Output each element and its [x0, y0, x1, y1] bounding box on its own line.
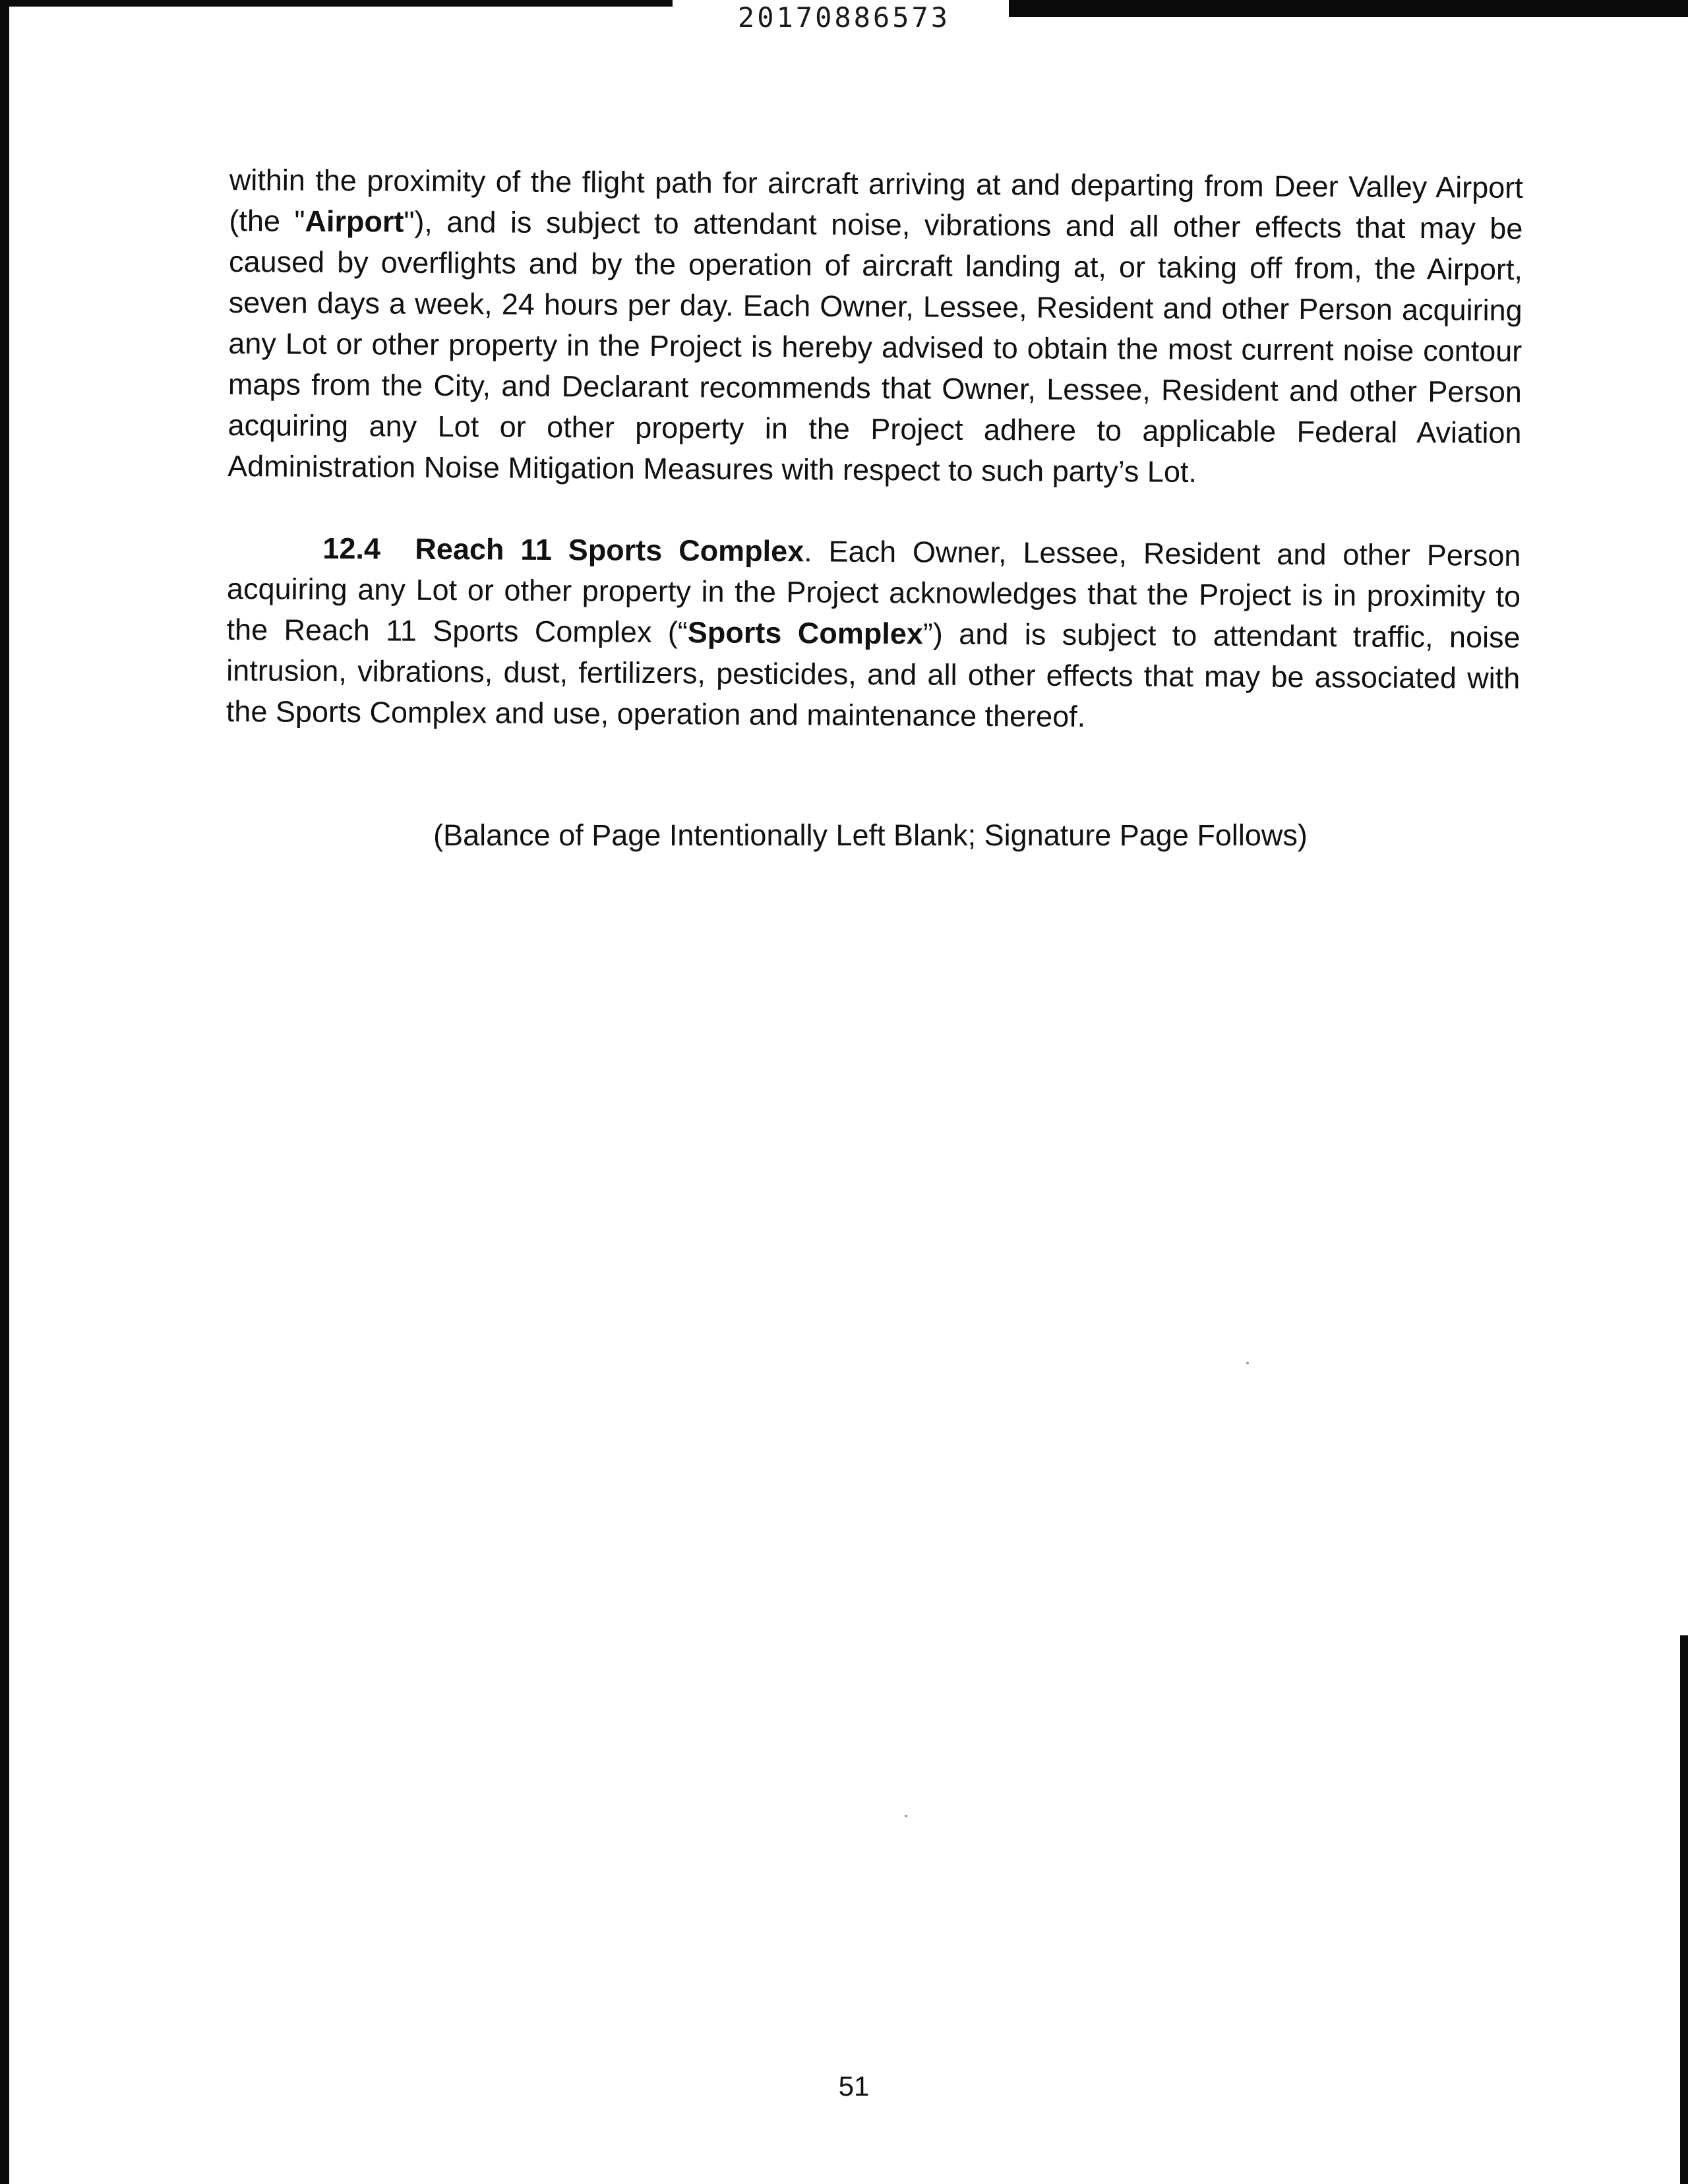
defined-term-airport: Airport: [305, 204, 404, 239]
page-number: 51: [838, 2071, 870, 2102]
section-12-4: [226, 528, 1521, 740]
paragraph-text: within the proximity of the flight path for aircraft arriving at and departing from Deer Valley Airport (the ": [229, 162, 1523, 238]
page-body: [226, 160, 1523, 740]
paragraph-text: "), and is subject to attendant noise, vibrations and all other effects that may be caused by overflights and by the operation of aircraft landing at, or taking off from, the Airport, seven days a week, 24 hours per day. Each Owner, Lessee, Resident and other Person acquiring any Lot or other property in the Project is hereby advised to obtain the most current noise contour maps from the City, and Declarant recommends that Owner, Lessee, Resident and other Person acquiring any Lot or other property in the Project adhere to applicable Federal Aviation Administration Noise Mitigation Measures with respect to such party’s Lot.: [227, 204, 1523, 489]
scan-speck: [905, 1815, 907, 1817]
section-text: ”) and is subject to attendant traffic, noise intrusion, vibrations, dust, fertilizers, pesticides, and all other effects that may be associated with the Sports Complex and use, operation and maintenance thereof.: [226, 617, 1521, 733]
paragraph-airport-notice: [227, 160, 1523, 495]
section-text: . Each Owner, Lessee, Resident and other Person acquiring any Lot or other property in the Project acknowledges that the Project is in proximity to the Reach 11 Sports Complex (“: [226, 534, 1521, 650]
scan-speck: [1246, 1362, 1249, 1364]
section-heading: Reach 11 Sports Complex: [415, 531, 804, 568]
scan-edge-left: [0, 0, 9, 2184]
balance-of-page-note: (Balance of Page Intentionally Left Blank; Signature Page Follows): [433, 818, 1308, 852]
defined-term-sports-complex: Sports Complex: [687, 615, 924, 651]
section-number: 12.4: [322, 531, 381, 566]
document-number: 20170886573: [737, 1, 951, 34]
